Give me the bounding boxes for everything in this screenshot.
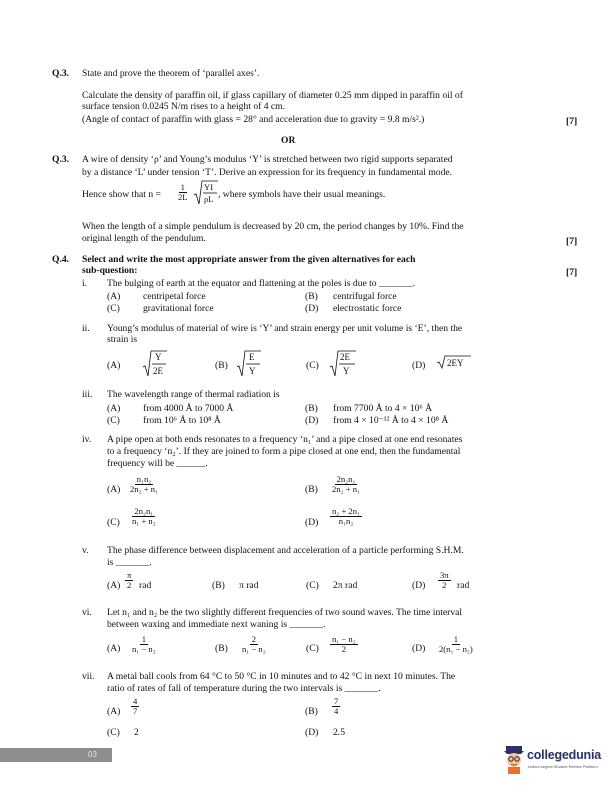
numerator: 1 <box>453 634 459 644</box>
subquestion-text: Let n₁ and n₂ be the two slightly different frequencies of two sound waves. The time interval <box>107 607 463 618</box>
formula-lead: Hence show that n = <box>82 189 161 200</box>
option-sqrt-fraction <box>330 350 356 378</box>
option-label: (B) <box>212 580 225 591</box>
question-text: Select and write the most appropriate answer from the given alternatives for each <box>82 254 416 265</box>
subquestion-number: iv. <box>82 434 92 445</box>
subquestion-number: v. <box>82 545 89 556</box>
numerator: 2 <box>251 634 257 644</box>
denominator: 2 <box>442 580 447 590</box>
option-label: (D) <box>412 360 426 371</box>
denominator: 2E <box>153 366 163 376</box>
option-sqrt <box>437 355 471 369</box>
subquestion-number: ii. <box>82 323 90 334</box>
option-text: electrostatic force <box>333 303 402 314</box>
denominator: Y <box>249 366 256 376</box>
option-label: (A) <box>107 706 121 717</box>
subquestion-number: i. <box>82 278 88 289</box>
subquestion-number: vi. <box>82 607 92 618</box>
denominator: 2 <box>127 580 132 590</box>
numerator: 1 <box>141 634 147 644</box>
subquestion-text: to a frequency ‘n₂’. If they are joined to form a pipe closed at one end, then the fundamental <box>107 446 461 457</box>
option-label: (A) <box>107 643 121 654</box>
denominator: ρL <box>204 194 214 204</box>
option-label: (A) <box>107 580 121 591</box>
option-label: (B) <box>305 403 318 414</box>
option-text: from 10⁶ Å to 10⁸ Å <box>143 415 221 426</box>
numerator: YI <box>204 182 214 192</box>
option-fraction <box>438 571 451 590</box>
numerator: 7 <box>334 696 339 706</box>
subquestion-text: frequency will be ______. <box>107 458 208 469</box>
denominator: 2(n₁ − n₂) <box>439 644 473 654</box>
option-fraction <box>125 571 133 590</box>
subquestion-text: The phase difference between displacement and acceleration of a particle performing S.H.M. <box>107 545 464 556</box>
option-text: gravitational force <box>143 303 214 314</box>
page-number: 03 <box>88 750 97 759</box>
numerator: Y <box>155 352 162 362</box>
option-text: from 4 × 10⁻¹² Å to 4 × 10⁸ Å <box>333 415 449 426</box>
option-fraction <box>330 507 362 526</box>
denominator: 7 <box>133 706 138 716</box>
option-label: (C) <box>107 303 120 314</box>
numerator: 1 <box>180 182 185 192</box>
denominator: 2L <box>178 192 188 202</box>
marks-label: [7] <box>566 267 578 278</box>
subquestion-text: Young’s modulus of material of wire is ‘Y’ and strain energy per unit volume is ‘E’, then the <box>107 323 463 334</box>
formula-sqrt <box>194 180 218 206</box>
question-text: surface tension 0.0245 N/m rises to a height of 4 cm. <box>82 101 286 112</box>
option-text: from 7700 Å to 4 × 10⁶ Å <box>333 403 433 414</box>
subquestion-number: vii. <box>82 671 95 682</box>
option-text: π rad <box>239 580 259 591</box>
option-label: (C) <box>306 360 319 371</box>
option-text: 2π rad <box>333 580 358 591</box>
logo-tagline: India's largest Student Review Platform <box>528 764 598 769</box>
numerator: n₂ + 2n₁ <box>332 506 361 516</box>
option-label: (B) <box>215 643 228 654</box>
option-label: (A) <box>107 484 121 495</box>
marks-label: [7] <box>566 236 578 247</box>
numerator: 2E <box>340 352 350 362</box>
footer-bar <box>0 748 112 762</box>
numerator: 4 <box>133 696 138 706</box>
option-label: (D) <box>412 580 426 591</box>
option-label: (C) <box>306 580 319 591</box>
marks-label: [7] <box>566 116 578 127</box>
option-fraction <box>131 697 139 716</box>
option-fraction <box>130 635 158 654</box>
option-fraction <box>130 507 158 526</box>
numerator: n₁ − n₂ <box>332 634 356 644</box>
question-text: Calculate the density of paraffin oil, if glass capillary of diameter 0.25 mm dipped in paraffin oil of <box>82 90 463 101</box>
mascot-icon <box>503 746 525 774</box>
option-fraction <box>240 635 268 654</box>
option-label: (C) <box>107 727 120 738</box>
numerator: 2n₂n₁ <box>336 474 356 484</box>
option-label: (A) <box>107 403 121 414</box>
denominator: 2n₂ + n₁ <box>332 484 361 494</box>
option-fraction <box>332 697 340 716</box>
option-fraction <box>437 635 475 654</box>
subquestion-text: is _______. <box>107 557 152 568</box>
option-label: (B) <box>305 484 318 495</box>
question-number: Q.4. <box>52 254 70 265</box>
denominator: Y <box>343 366 350 376</box>
option-label: (D) <box>305 727 319 738</box>
numerator: n₁n₂ <box>136 474 152 484</box>
option-label: (B) <box>305 706 318 717</box>
radicand: 2EY <box>447 358 464 368</box>
question-text: (Angle of contact of paraffin with glass = 28° and acceleration due to gravity = 9.8 m/s².) <box>82 114 425 125</box>
option-text: 2 <box>134 727 139 738</box>
question-number: Q.3. <box>52 68 70 79</box>
subquestion-text: strain is <box>107 334 138 345</box>
subquestion-number: iii. <box>82 389 93 400</box>
option-label: (B) <box>215 360 228 371</box>
denominator: n₁ − n₂ <box>242 644 266 654</box>
question-text: by a distance ‘L’ under tension ‘T’. Derive an expression for its frequency in fundamental mode. <box>82 167 453 178</box>
denominator: n₁n₂ <box>338 516 354 526</box>
logo-wordmark: collegedunia <box>527 748 602 762</box>
question-text: original length of the pendulum. <box>82 233 206 244</box>
option-text: from 4000 Å to 7000 Å <box>143 403 234 414</box>
denominator: n₁ − n₂ <box>132 644 156 654</box>
option-text: centrifugal force <box>333 291 397 302</box>
numerator: π <box>127 570 132 580</box>
formula-fraction <box>176 183 190 202</box>
denominator: 2 <box>341 644 347 654</box>
numerator: 2n₂n₁ <box>134 506 154 516</box>
question-text: When the length of a simple pendulum is decreased by 20 cm, the period changes by 10%. Find the <box>82 221 464 232</box>
subquestion-text: A metal ball cools from 64 °C to 50 °C in 10 minutes and to 42 °C in next 10 minutes. The <box>107 671 456 682</box>
subquestion-text: between waxing and immediate next waning is _______. <box>107 619 326 630</box>
option-label: (B) <box>305 291 318 302</box>
option-fraction <box>330 635 358 654</box>
numerator: 3π <box>440 570 449 580</box>
subquestion-text: The wavelength range of thermal radiation is <box>107 389 280 400</box>
option-fraction <box>330 475 362 494</box>
numerator: E <box>249 352 255 362</box>
subquestion-text: The bulging of earth at the equator and flattening at the poles is due to _______. <box>107 278 415 289</box>
option-fraction <box>128 475 160 494</box>
or-separator: OR <box>281 135 296 146</box>
question-text: State and prove the theorem of ‘parallel axes’. <box>82 68 260 79</box>
option-sqrt-fraction <box>237 350 261 378</box>
option-unit: rad <box>139 580 152 591</box>
subquestion-text: ratio of rates of fall of temperature during the two intervals is _______. <box>107 683 381 694</box>
collegedunia-logo <box>503 742 608 782</box>
option-label: (C) <box>306 643 319 654</box>
formula-tail: , where symbols have their usual meanings. <box>218 189 386 200</box>
option-label: (C) <box>107 415 120 426</box>
question-text: sub-question: <box>82 265 138 276</box>
option-label: (C) <box>107 517 120 528</box>
option-sqrt-fraction <box>143 350 167 378</box>
option-label: (D) <box>412 643 426 654</box>
question-text: A wire of density ‘ρ’ and Young’s modulus ‘Y’ is stretched between two rigid supports separated <box>82 154 453 165</box>
option-text: centripetal force <box>143 291 206 302</box>
option-label: (D) <box>305 517 319 528</box>
denominator: n₁ + n₂ <box>132 516 156 526</box>
subquestion-text: A pipe open at both ends resonates to a frequency ‘n₁’ and a pipe closed at one end resonates <box>107 434 463 445</box>
option-unit: rad <box>457 580 470 591</box>
question-number: Q.3. <box>52 154 70 165</box>
denominator: 4 <box>334 706 339 716</box>
denominator: 2n₂ + n₁ <box>130 484 159 494</box>
option-label: (A) <box>107 291 121 302</box>
option-label: (D) <box>305 303 319 314</box>
option-label: (A) <box>107 360 121 371</box>
option-text: 2.5 <box>333 727 345 738</box>
option-label: (D) <box>305 415 319 426</box>
